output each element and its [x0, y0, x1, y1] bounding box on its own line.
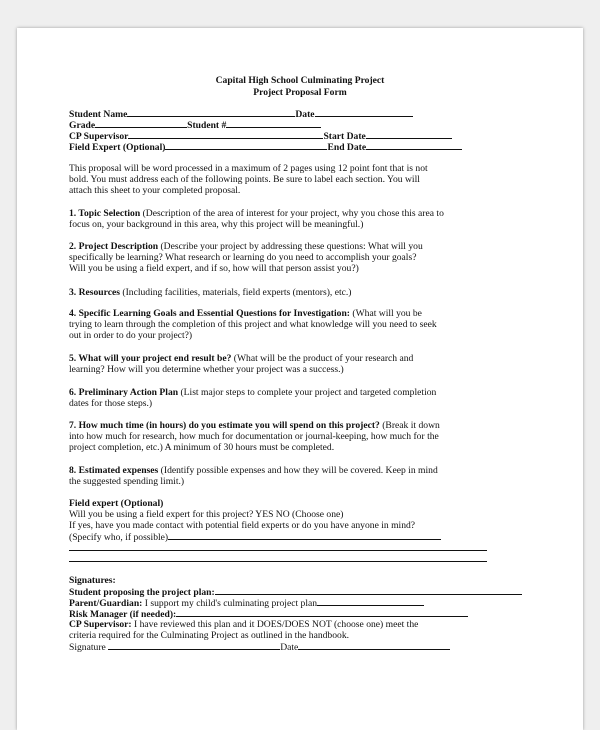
section-1-text: (Description of the area of interest for your project, why you chose this area to — [140, 208, 444, 219]
section-8-line-2: the suggested spending limit.) — [69, 476, 185, 487]
signature-label: Signature — [69, 642, 106, 653]
form-page — [17, 28, 583, 730]
risk-manager-line[interactable] — [176, 608, 468, 617]
student-name-label: Student Name — [69, 109, 128, 120]
section-1-heading: 1. Topic Selection — [69, 208, 141, 219]
intro-line-3: attach this sheet to your completed proposal. — [69, 185, 241, 196]
cp-supervisor-criteria: criteria required for the Culminating Project as outlined in the handbook. — [69, 630, 350, 641]
risk-manager-label: Risk Manager (if needed): — [69, 609, 177, 620]
section-8-heading: 8. Estimated expenses — [69, 465, 159, 476]
intro-line-2: bold. You must address each of the following points. Be sure to label each section. You will — [69, 174, 420, 185]
intro-line-1: This proposal will be word processed in a maximum of 2 pages using 12 point font that is not — [69, 163, 428, 174]
section-6-text: (List major steps to complete your project and targeted completion — [178, 387, 437, 398]
section-2-line-2: specifically be learning? What research or learning do you need to accomplish your goals? — [69, 252, 417, 263]
parent-signature-line[interactable] — [317, 597, 424, 606]
field-expert-field[interactable] — [69, 141, 462, 153]
student-number-label: Student # — [187, 120, 227, 131]
section-time-estimate — [69, 420, 440, 431]
signature-line[interactable] — [108, 641, 280, 650]
student-number-line[interactable] — [226, 119, 321, 128]
cp-supervisor-line[interactable] — [128, 130, 323, 139]
final-signature-row — [69, 641, 450, 653]
date-label: Date — [295, 109, 315, 120]
field-expert-heading: Field expert (Optional) — [69, 498, 164, 509]
section-resources — [69, 287, 351, 298]
section-learning-goals — [69, 308, 422, 319]
field-expert-contact-question: If yes, have you made contact with potential field experts or do you have anyone in mind? — [69, 520, 416, 531]
field-expert-question: Will you be using a field expert for this project? YES NO (Choose one) — [69, 509, 344, 520]
field-expert-specify — [69, 531, 441, 543]
section-expenses — [69, 465, 438, 476]
cp-supervisor-label: CP Supervisor — [69, 131, 129, 142]
section-3-heading: 3. Resources — [69, 287, 120, 298]
cp-supervisor-heading: CP Supervisor: — [69, 619, 132, 630]
section-4-line-2: trying to learn through the completion of this project and what knowledge will you need to seek — [69, 319, 437, 330]
specify-line[interactable] — [168, 531, 441, 540]
section-5-heading: 5. What will your project end result be? — [69, 353, 232, 364]
start-date-label: Start Date — [323, 131, 366, 142]
section-7-line-3: project completion, etc.) A minimum of 30 hours must be completed. — [69, 442, 335, 453]
signature-date-line[interactable] — [298, 641, 450, 650]
parent-signature-text: I support my child's culminating project plan — [142, 598, 318, 609]
field-expert-answer-line-1[interactable] — [69, 550, 487, 551]
section-3-text: (Including facilities, materials, field experts (mentors), etc.) — [119, 287, 352, 298]
section-7-line-2: into how much for research, how much for documentation or journal-keeping, how much for the — [69, 431, 439, 442]
field-expert-line[interactable] — [165, 141, 327, 150]
field-expert-answer-line-2[interactable] — [69, 561, 487, 562]
section-7-heading: 7. How much time (in hours) do you estimate you will spend on this project? — [69, 420, 380, 431]
cp-supervisor-row — [69, 619, 418, 630]
section-5-line-2: learning? How will you determine whether your project was a success.) — [69, 364, 344, 375]
signature-date-label: Date — [280, 642, 299, 653]
section-6-line-2: dates for those steps.) — [69, 398, 153, 409]
section-4-text: (What will you be — [350, 308, 422, 319]
student-signature-label: Student proposing the project plan: — [69, 587, 215, 598]
end-date-line[interactable] — [366, 141, 462, 150]
section-4-heading: 4. Specific Learning Goals and Essential Questions for Investigation: — [69, 308, 350, 319]
section-7-text: (Break it down — [379, 420, 440, 431]
section-topic-selection — [69, 208, 444, 219]
section-8-text: (Identify possible expenses and how they will be covered. Keep in mind — [158, 465, 438, 476]
start-date-line[interactable] — [366, 130, 452, 139]
parent-signature-heading: Parent/Guardian: — [69, 598, 143, 609]
form-subtitle: Project Proposal Form — [253, 87, 347, 98]
specify-label: (Specify who, if possible) — [69, 532, 169, 543]
section-4-line-3: out in order to do your project?) — [69, 330, 193, 341]
section-end-result — [69, 353, 413, 364]
student-signature-line[interactable] — [215, 586, 522, 595]
student-name-line[interactable] — [127, 108, 295, 117]
end-date-label: End Date — [327, 142, 367, 153]
section-5-text: (What will be the product of your research and — [231, 353, 414, 364]
field-expert-label: Field Expert (Optional) — [69, 142, 166, 153]
section-action-plan — [69, 387, 436, 398]
section-2-heading: 2. Project Description — [69, 241, 159, 252]
cp-supervisor-text: I have reviewed this plan and it DOES/DOES NOT (choose one) meet the — [131, 619, 419, 630]
section-2-text: (Describe your project by addressing these questions: What will you — [158, 241, 423, 252]
section-1-line-2: focus on, your background in this area, why this project will be meaningful.) — [69, 219, 364, 230]
date-line[interactable] — [315, 108, 413, 117]
form-title: Capital High School Culminating Project — [215, 75, 385, 86]
section-6-heading: 6. Preliminary Action Plan — [69, 387, 179, 398]
section-project-description — [69, 241, 423, 252]
grade-line[interactable] — [95, 119, 187, 128]
section-2-line-3: Will you be using a field expert, and if so, how will that person assist you?) — [69, 263, 359, 274]
grade-label: Grade — [69, 120, 96, 131]
signatures-heading: Signatures: — [69, 575, 116, 586]
